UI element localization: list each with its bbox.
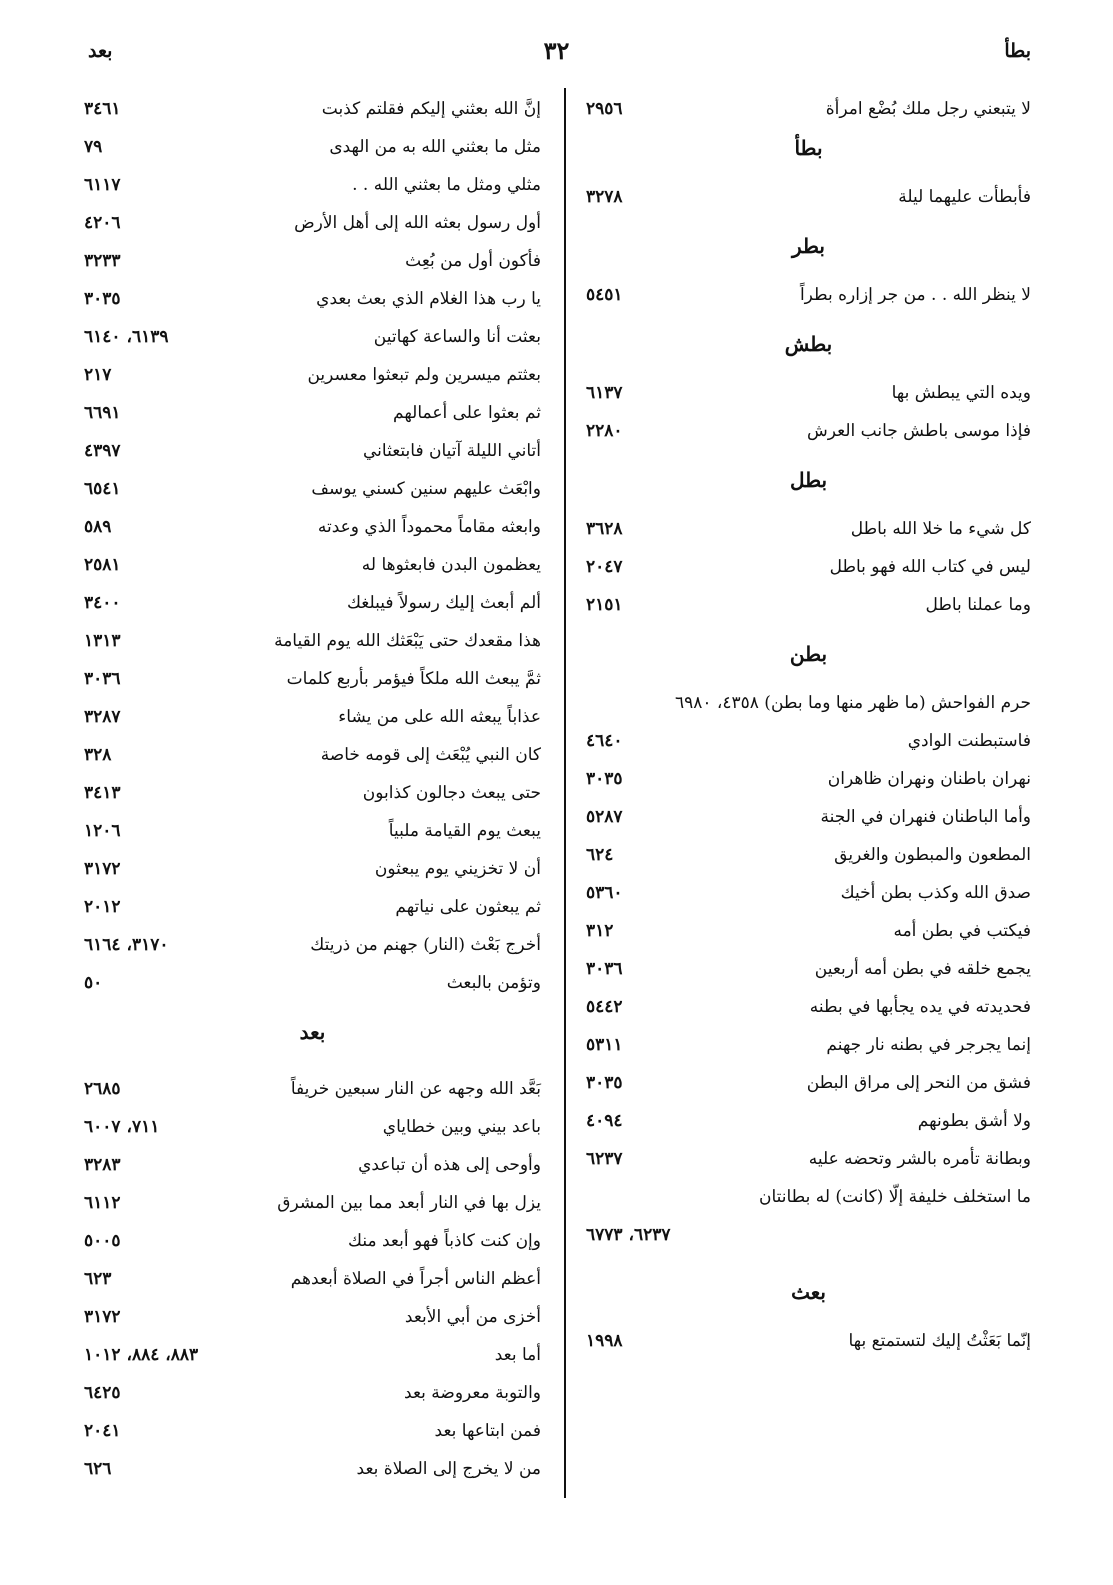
entry-ref: ٢٦٨٥ <box>84 1079 121 1099</box>
entry-ref: ٥٨٩ <box>84 517 112 537</box>
entry-ref: ٣٠٣٥ <box>586 1073 623 1093</box>
entry-row <box>84 508 541 546</box>
entry-row <box>84 926 541 964</box>
entry-ref: ٦١٣٩، ٦١٤٠ <box>84 327 169 347</box>
right-column <box>586 90 1031 1360</box>
entry-row <box>84 394 541 432</box>
entry-row <box>84 128 541 166</box>
entry-row <box>84 850 541 888</box>
entry-ref: ٦٥٤١ <box>84 479 121 499</box>
entry-row <box>84 90 541 128</box>
entry-text: وإن كنت كاذباً فهو أبعد منك <box>348 1231 541 1251</box>
entry-text: بعثت أنا والساعة كهاتين <box>373 327 541 347</box>
entry-text: حرم الفواحش (ما ظهر منها وما بطن) ٤٣٥٨، ٦٩٨٠ <box>674 693 1031 713</box>
entry-row <box>84 1298 541 1336</box>
entry-row <box>84 812 541 850</box>
entry-text: أول رسول بعثه الله إلى أهل الأرض <box>294 213 541 233</box>
entry-text: أخزى من أبي الأبعد <box>404 1307 541 1327</box>
entry-ref: ٣٢٧٨ <box>586 187 623 207</box>
entry-ref: ٢٥٨١ <box>84 555 121 575</box>
entry-ref: ٥٤٥١ <box>586 285 623 305</box>
entry-row <box>84 1450 541 1488</box>
entry-text: كان النبي يُبْعَث إلى قومه خاصة <box>320 745 541 765</box>
entry-ref: ٣١٧٢ <box>84 859 121 879</box>
entry-row <box>586 1322 1031 1360</box>
entry-row <box>84 546 541 584</box>
entry-ref: ٥٣١١ <box>586 1035 623 1055</box>
entry-row <box>586 722 1031 760</box>
entry-row <box>586 1102 1031 1140</box>
entry-ref: ٧٩ <box>84 137 103 157</box>
entry-ref: ٣٢٨٧ <box>84 707 121 727</box>
entry-text: يزل بها في النار أبعد مما بين المشرق <box>277 1193 541 1213</box>
entry-ref: ٣٠٣٥ <box>84 289 121 309</box>
entry-text: أخرج بَعْث (النار) جهنم من ذريتك <box>310 935 541 955</box>
entry-text: والتوبة معروضة بعد <box>404 1383 541 1403</box>
entry-row <box>586 586 1031 624</box>
entry-row <box>586 760 1031 798</box>
entry-row <box>84 660 541 698</box>
entry-text: فإذا موسى باطش جانب العرش <box>807 421 1031 441</box>
entry-row <box>586 1178 1031 1216</box>
page-number: ٣٢ <box>543 36 570 65</box>
entry-ref: ٥٣٦٠ <box>586 883 623 903</box>
entry-ref: ٦١١٧ <box>84 175 121 195</box>
entry-text: وبطانة تأمره بالشر وتحضه عليه <box>808 1149 1031 1169</box>
entry-ref: ٢٢٨٠ <box>586 421 623 441</box>
entry-text: فمن ابتاعها بعد <box>434 1421 541 1441</box>
root-heading: بطل <box>789 468 828 492</box>
entry-row <box>586 988 1031 1026</box>
entry-row <box>586 1026 1031 1064</box>
entry-row <box>84 698 541 736</box>
entry-text: فحديدته في يده يجأبها في بطنه <box>809 997 1031 1017</box>
entry-text: فاستبطنت الوادي <box>907 731 1031 751</box>
entry-row <box>586 950 1031 988</box>
entry-row <box>84 888 541 926</box>
column-divider <box>564 88 566 1498</box>
entry-ref: ٢١٧ <box>84 365 112 385</box>
entry-ref: ٣٠٣٥ <box>586 769 623 789</box>
entry-ref: ٦٢٣ <box>84 1269 112 1289</box>
entry-row <box>84 1374 541 1412</box>
entry-text: كل شيء ما خلا الله باطل <box>850 519 1031 539</box>
entry-row <box>84 242 541 280</box>
entry-row <box>586 374 1031 412</box>
entry-text: ما استخلف خليفة إلّا (كانت) له بطانتان <box>758 1187 1031 1207</box>
entry-ref: ٢١٥١ <box>586 595 623 615</box>
entry-ref: ٣١٧٠، ٦١٦٤ <box>84 935 169 955</box>
root-heading: بطن <box>789 642 828 666</box>
entry-text: أتاني الليلة آتيان فابتعثاني <box>363 441 541 461</box>
entry-ref: ٣٤١٣ <box>84 783 121 803</box>
entry-text: أعظم الناس أجراً في الصلاة أبعدهم <box>290 1269 541 1289</box>
entry-ref: ٣٤٠٠ <box>84 593 121 613</box>
header-right-word: بطأ <box>1004 40 1031 62</box>
entry-row <box>586 548 1031 586</box>
entry-text: وما عملنا باطل <box>925 595 1031 615</box>
entry-row <box>586 798 1031 836</box>
entry-row <box>586 90 1031 128</box>
entry-row <box>84 736 541 774</box>
entry-text: نهران باطنان ونهران ظاهران <box>827 769 1031 789</box>
entry-row <box>84 622 541 660</box>
entry-text: إنَّ الله بعثني إليكم فقلتم كذبت <box>321 99 541 119</box>
entry-row <box>84 1184 541 1222</box>
entry-text: صدق الله وكذب بطن أخيك <box>840 883 1031 903</box>
entry-ref: ٣٢٣٣ <box>84 251 121 271</box>
entry-text: ألم أبعث إليك رسولاً فيبلغك <box>346 593 541 613</box>
entry-text: وابْعَث عليهم سنين كسني يوسف <box>311 479 541 499</box>
entry-ref: ٦٢٣٧، ٦٧٧٣ <box>586 1225 671 1245</box>
entry-row <box>586 178 1031 216</box>
entry-ref: ٦٤٢٥ <box>84 1383 121 1403</box>
entry-text: مثلي ومثل ما بعثني الله . . <box>352 175 541 195</box>
entry-row <box>84 1070 541 1108</box>
entry-ref: ٣٢٨٣ <box>84 1155 121 1175</box>
entry-ref: ٣٤٦١ <box>84 99 121 119</box>
entry-row <box>586 836 1031 874</box>
entry-row <box>586 1064 1031 1102</box>
entry-ref: ٤٣٩٧ <box>84 441 121 461</box>
left-column <box>84 90 541 1488</box>
entry-text: ويده التي يبطش بها <box>891 383 1031 403</box>
entry-ref: ٤٦٤٠ <box>586 731 623 751</box>
entry-text: ولا أشق بطونهم <box>917 1111 1031 1131</box>
entry-ref: ٥٠ <box>84 973 103 993</box>
entry-ref: ٣٢٨ <box>84 745 112 765</box>
entry-row <box>84 1260 541 1298</box>
entry-ref: ٧١١، ٦٠٠٧ <box>84 1117 160 1137</box>
entry-ref: ٦١٣٧ <box>586 383 623 403</box>
entry-text: هذا مقعدك حتى يَبْعَثك الله يوم القيامة <box>274 631 541 651</box>
entry-ref: ٤٠٩٤ <box>586 1111 623 1131</box>
entry-ref: ١٣١٣ <box>84 631 121 651</box>
entry-text: مثل ما بعثني الله به من الهدى <box>329 137 541 157</box>
entry-row <box>586 1216 1031 1254</box>
entry-ref: ٢٠١٢ <box>84 897 121 917</box>
entry-text: إنّما بَعَثْتُ إليك لتستمتع بها <box>848 1331 1031 1351</box>
entry-row <box>84 204 541 242</box>
entry-row <box>84 1336 541 1374</box>
entry-ref: ٦٦٩١ <box>84 403 121 423</box>
entry-ref: ٥٠٠٥ <box>84 1231 121 1251</box>
entry-row <box>586 874 1031 912</box>
entry-row <box>586 1140 1031 1178</box>
root-heading: بعث <box>791 1280 826 1304</box>
entry-ref: ٦٢٦ <box>84 1459 112 1479</box>
entry-row <box>84 584 541 622</box>
root-heading: بطر <box>791 234 825 258</box>
entry-ref: ٣٦٢٨ <box>586 519 623 539</box>
entry-text: فأكون أول من بُعِث <box>405 251 541 271</box>
entry-ref: ٥٤٤٢ <box>586 997 623 1017</box>
entry-text: فيكتب في بطن أمه <box>893 921 1031 941</box>
entry-row <box>84 964 541 1002</box>
entry-row <box>586 510 1031 548</box>
entry-text: عذاباً يبعثه الله على من يشاء <box>338 707 541 727</box>
entry-row <box>84 432 541 470</box>
entry-text: يا رب هذا الغلام الذي بعث بعدي <box>316 289 541 309</box>
entry-text: ثم بعثوا على أعمالهم <box>393 403 541 423</box>
entry-text: لا ينظر الله . . من جر إزاره بطراً <box>799 285 1031 305</box>
entry-row <box>84 356 541 394</box>
entry-text: المطعون والمبطون والغريق <box>834 845 1031 865</box>
header-left-word: بعد <box>88 40 113 62</box>
entry-row <box>84 318 541 356</box>
entry-text: باعد بيني وبين خطاياي <box>382 1117 541 1137</box>
entry-text: أما بعد <box>494 1345 541 1365</box>
entry-row <box>84 1222 541 1260</box>
entry-text: ليس في كتاب الله فهو باطل <box>829 557 1031 577</box>
entry-row <box>84 280 541 318</box>
entry-ref: ٦٢٤ <box>586 845 614 865</box>
entry-ref: ٤٢٠٦ <box>84 213 121 233</box>
entry-text: أن لا تخزيني يوم يبعثون <box>374 859 541 879</box>
entry-text: ثم يبعثون على نياتهم <box>395 897 541 917</box>
entry-ref: ٦١١٢ <box>84 1193 121 1213</box>
root-heading: بطش <box>784 332 833 356</box>
entry-row <box>586 684 1031 722</box>
entry-row <box>84 1108 541 1146</box>
entry-ref: ٣١٧٢ <box>84 1307 121 1327</box>
entry-ref: ٢٠٤٧ <box>586 557 623 577</box>
entry-text: وابعثه مقاماً محموداً الذي وعدته <box>317 517 541 537</box>
entry-text: لا يتبعني رجل ملك بُضْع امرأة <box>825 99 1031 119</box>
entry-row <box>84 774 541 812</box>
entry-text: وأما الباطنان فنهران في الجنة <box>820 807 1031 827</box>
entry-row <box>84 470 541 508</box>
entry-ref: ٣٠٣٦ <box>84 669 121 689</box>
entry-text: حتى يبعث دجالون كذابون <box>362 783 541 803</box>
entry-ref: ٣١٢ <box>586 921 614 941</box>
entry-text: فأبطأت عليهما ليلة <box>898 187 1031 207</box>
entry-text: يبعث يوم القيامة ملبياً <box>388 821 541 841</box>
entry-row <box>84 1146 541 1184</box>
entry-ref: ٣٠٣٦ <box>586 959 623 979</box>
entry-text: وتؤمن بالبعث <box>446 973 541 993</box>
entry-text: يعظمون البدن فابعثوها له <box>361 555 541 575</box>
entry-row <box>586 912 1031 950</box>
entry-ref: ٢٩٥٦ <box>586 99 623 119</box>
entry-text: يجمع خلقه في بطن أمه أربعين <box>814 959 1031 979</box>
entry-ref: ٥٢٨٧ <box>586 807 623 827</box>
root-heading: بعد <box>299 1020 326 1044</box>
root-heading: بطأ <box>794 136 823 160</box>
entry-ref: ٦٢٣٧ <box>586 1149 623 1169</box>
entry-text: فشق من النحر إلى مراق البطن <box>806 1073 1031 1093</box>
entry-text: إنما يجرجر في بطنه نار جهنم <box>826 1035 1031 1055</box>
entry-ref: ٢٠٤١ <box>84 1421 121 1441</box>
entry-row <box>84 1412 541 1450</box>
entry-text: من لا يخرج إلى الصلاة بعد <box>356 1459 541 1479</box>
entry-ref: ٨٨٣، ٨٨٤، ١٠١٢ <box>84 1345 199 1365</box>
entry-text: بعثتم ميسرين ولم تبعثوا معسرين <box>307 365 541 385</box>
entry-row <box>84 166 541 204</box>
entry-ref: ١٢٠٦ <box>84 821 121 841</box>
entry-row <box>586 276 1031 314</box>
entry-text: وأوحى إلى هذه أن تباعدي <box>358 1155 541 1175</box>
entry-ref: ١٩٩٨ <box>586 1331 623 1351</box>
entry-text: ثمَّ يبعث الله ملكاً فيؤمر بأربع كلمات <box>286 669 541 689</box>
entry-row <box>586 412 1031 450</box>
entry-text: بَعَّد الله وجهه عن النار سبعين خريفاً <box>290 1079 541 1099</box>
